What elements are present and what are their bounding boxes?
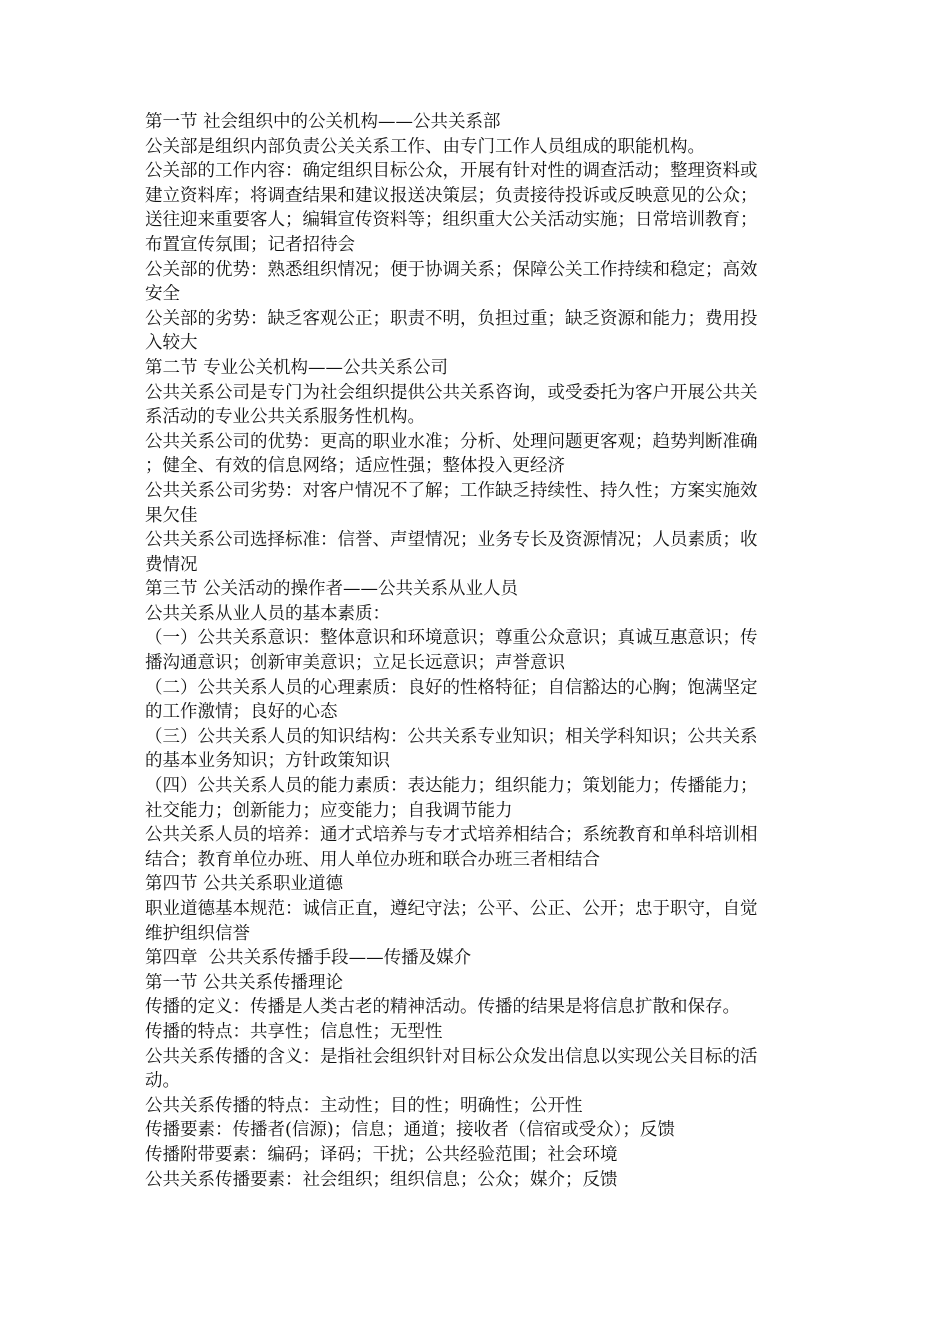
line-15: ；健全、有效的信息网络；适应性强；整体投入更经济 — [145, 456, 565, 477]
line-13: 系活动的专业公共关系服务性机构。 — [145, 407, 425, 428]
line-05: 送往迎来重要客人；编辑宣传资料等；组织重大公关活动实施；日常培训教育； — [145, 210, 758, 231]
line-25: 的工作激情；良好的心态 — [145, 702, 338, 723]
line-01: 第一节 社会组织中的公关机构——公共关系部 — [145, 112, 501, 132]
document-body — [145, 110, 810, 1192]
line-38: 传播的特点：共享性；信息性；无型性 — [145, 1021, 443, 1042]
line-12: 公共关系公司是专门为社会组织提供公共关系咨询，或受委托为客户开展公共关 — [145, 382, 758, 403]
line-24: （二）公共关系人员的心理素质：良好的性格特征；自信豁达的心胸；饱满坚定 — [145, 677, 758, 698]
line-31: 结合；教育单位办班、用人单位办班和联合办班三者相结合 — [145, 849, 600, 870]
line-27: 的基本业务知识；方针政策知识 — [145, 751, 390, 772]
line-23: 播沟通意识；创新审美意识；立足长远意识；声誉意识 — [145, 653, 565, 674]
line-35: 第四章 公共关系传播手段——传播及媒介 — [145, 948, 472, 969]
line-02: 公关部是组织内部负责公关关系工作、由专门工作人员组成的职能机构。 — [145, 136, 705, 157]
line-09: 公关部的劣势：缺乏客观公正；职责不明，负担过重；缺乏资源和能力；费用投 — [145, 308, 758, 329]
line-20: 第三节 公关活动的操作者——公共关系从业人员 — [145, 579, 519, 600]
line-44: 公共关系传播要素：社会组织；组织信息；公众；媒介；反馈 — [145, 1169, 618, 1190]
line-40: 动。 — [145, 1071, 180, 1092]
line-10: 入较大 — [145, 333, 198, 354]
line-11: 第二节 专业公关机构——公共关系公司 — [145, 357, 449, 378]
line-37: 传播的定义：传播是人类古老的精神活动。传播的结果是将信息扩散和保存。 — [145, 997, 740, 1018]
line-08: 安全 — [145, 284, 180, 305]
line-18: 公共关系公司选择标准：信誉、声望情况；业务专长及资源情况；人员素质；收 — [145, 530, 758, 551]
line-33: 职业道德基本规范：诚信正直，遵纪守法；公平、公正、公开；忠于职守，自觉 — [145, 899, 758, 919]
line-16: 公共关系公司劣势：对客户情况不了解；工作缺乏持续性、持久性；方案实施效 — [145, 480, 758, 501]
line-26: （三）公共关系人员的知识结构：公共关系专业知识；相关学科知识；公共关系 — [145, 726, 758, 747]
line-36: 第一节 公共关系传播理论 — [145, 972, 344, 993]
line-34: 维护组织信誉 — [145, 923, 250, 944]
line-22: （一）公共关系意识：整体意识和环境意识；尊重公众意识；真诚互惠意识；传 — [145, 628, 758, 649]
line-29: 社交能力；创新能力；应变能力；自我调节能力 — [145, 800, 513, 821]
line-06: 布置宣传氛围；记者招待会 — [145, 234, 355, 255]
line-14: 公共关系公司的优势：更高的职业水准；分析、处理问题更客观；趋势判断准确 — [145, 431, 758, 452]
line-07: 公关部的优势：熟悉组织情况；便于协调关系；保障公关工作持续和稳定；高效 — [145, 259, 758, 280]
line-04: 建立资料库；将调查结果和建议报送决策层；负责接待投诉或反映意见的公众； — [145, 185, 758, 206]
line-41: 公共关系传播的特点：主动性；目的性；明确性；公开性 — [145, 1095, 583, 1116]
line-43: 传播附带要素：编码；译码；干扰；公共经验范围；社会环境 — [145, 1144, 618, 1165]
line-28: （四）公共关系人员的能力素质：表达能力；组织能力；策划能力；传播能力； — [145, 776, 758, 797]
line-17: 果欠佳 — [145, 505, 198, 526]
line-03: 公关部的工作内容：确定组织目标公众，开展有针对性的调查活动；整理资料或 — [145, 161, 758, 182]
line-30: 公共关系人员的培养：通才式培养与专才式培养相结合；系统教育和单科培训相 — [145, 825, 758, 846]
line-19: 费情况 — [145, 554, 198, 575]
line-39: 公共关系传播的含义：是指社会组织针对目标公众发出信息以实现公关目标的活 — [145, 1046, 758, 1067]
line-21: 公共关系从业人员的基本素质： — [145, 603, 390, 624]
line-42: 传播要素：传播者(信源)；信息；通道；接收者（信宿或受众）；反馈 — [145, 1120, 675, 1141]
line-32: 第四节 公共关系职业道德 — [145, 874, 344, 895]
